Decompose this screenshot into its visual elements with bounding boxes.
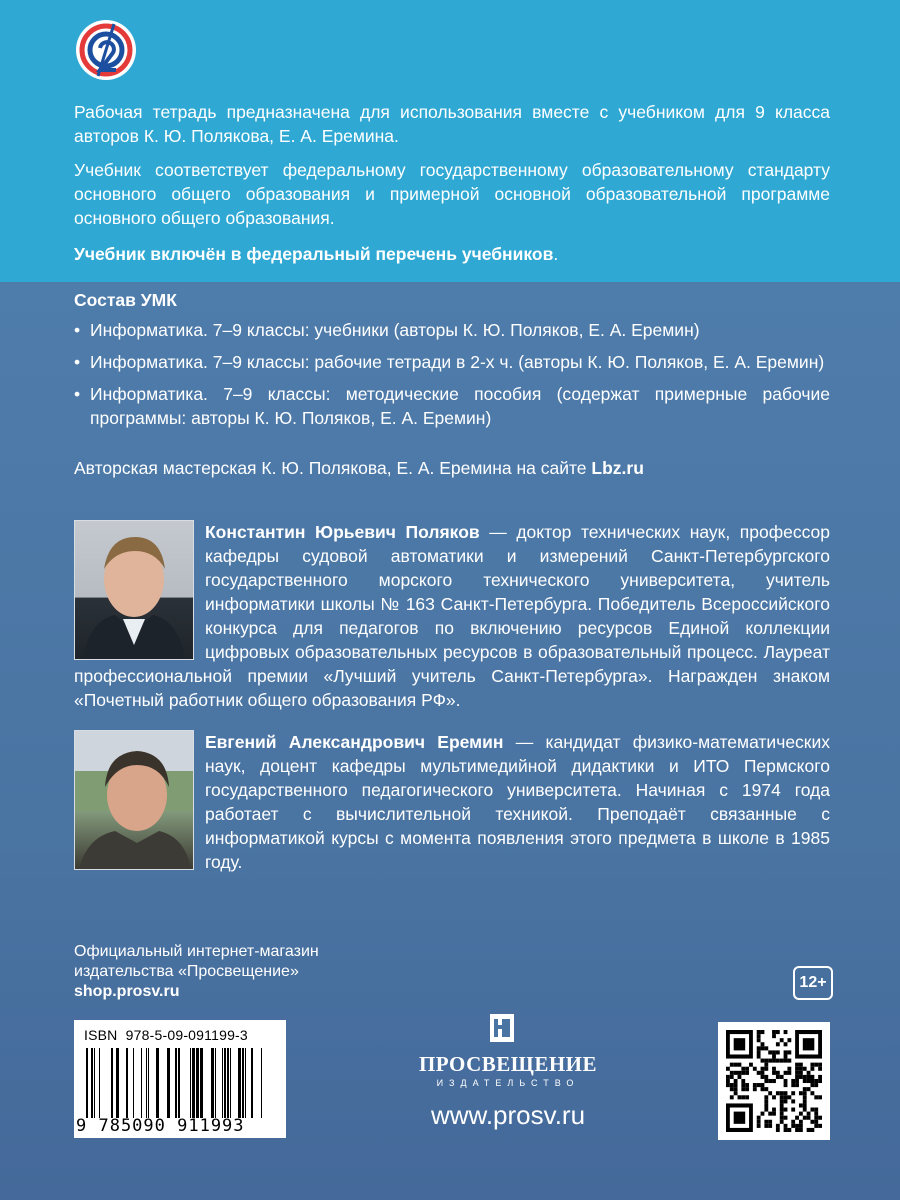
isbn-label: ISBN <box>84 1027 118 1043</box>
author-bio: — доктор технических наук, профессор кафедры судовой автоматики и измерений Санкт-Петербургского государственного морского технического университета, учитель информатики школы № 163 Санкт-Петербурга. Победитель Всероссийского конкурса для педагогов по включению ресурсов Единой коллекции цифровых образовательных ресурсов в образовательный процесс. Лауреат профессиональной премии «Лучший учитель Санкт-Петербурга». Награжден знаком «Почетный работник общего образования РФ». <box>74 522 830 710</box>
shop-line-1: Официальный интернет-магазин <box>74 943 319 960</box>
publisher-name: ПРОСВЕЩЕНИЕ <box>418 1052 598 1076</box>
list-item <box>74 350 830 374</box>
intro-paragraph-1: Рабочая тетрадь предназначена для использования вместе с учебником для 9 класса авторов К. Ю. Полякова, Е. А. Еремина. <box>74 102 830 146</box>
bullet: • <box>74 384 81 404</box>
list-item <box>74 382 830 430</box>
umk-title: Состав УМК <box>74 290 177 310</box>
ean-digits: 9 785090 911993 <box>76 1116 245 1136</box>
workshop-text: Авторская мастерская К. Ю. Полякова, Е. А. Еремина на сайте <box>74 458 592 478</box>
federal-list-period: . <box>553 244 559 264</box>
umk-list <box>74 318 830 438</box>
age-rating-badge: 12+ <box>793 966 833 1000</box>
umk-item-text: Информатика. 7–9 классы: методические пособия (содержат примерные рабочие программы: авторы К. Ю. Поляков, Е. А. Еремин) <box>90 384 830 428</box>
bio-eremin <box>74 730 830 874</box>
series-logo-icon <box>74 18 138 86</box>
intro-paragraph-2: Учебник соответствует федеральному государственному образовательному стандарту основного общего образования и примерной основной образовательной программе основного общего образования. <box>74 160 830 228</box>
isbn-line <box>84 1027 248 1043</box>
author-name: Евгений Александрович Еремин <box>205 732 504 752</box>
umk-item-text: Информатика. 7–9 классы: учебники (авторы К. Ю. Поляков, Е. А. Еремин) <box>90 320 700 340</box>
shop-line-2: издательства «Просвещение» <box>74 963 299 980</box>
bullet: • <box>74 320 81 340</box>
bullet: • <box>74 352 81 372</box>
author-workshop <box>74 456 830 480</box>
author-name: Константин Юрьевич Поляков <box>205 522 480 542</box>
qr-code[interactable] <box>718 1022 830 1140</box>
federal-list-note <box>74 242 830 266</box>
barcode-bars <box>86 1048 278 1118</box>
publisher-url-link[interactable]: www.prosv.ru <box>430 1100 586 1130</box>
shop-url-link[interactable]: shop.prosv.ru <box>74 983 180 1000</box>
bio-polyakov <box>74 520 830 712</box>
online-shop-info <box>74 942 319 1002</box>
author-bio: — кандидат физико-математических наук, доцент кафедры мультимедийной дидактики и ИТО Пермского государственного педагогического университета. Начиная с 1974 года работает с вычислительной техникой. Преподаёт связанные с информатикой курсы с момента появления этого предмета в школе в 1985 году. <box>205 732 830 872</box>
qr-code-icon <box>726 1030 822 1132</box>
publisher-subtitle: ИЗДАТЕЛЬСТВО <box>436 1078 580 1088</box>
isbn-number: 978-5-09-091199-3 <box>125 1027 248 1043</box>
isbn-barcode <box>74 1020 286 1138</box>
federal-list-text: Учебник включён в федеральный перечень учебников <box>74 244 554 264</box>
umk-item-text: Информатика. 7–9 классы: рабочие тетради в 2-х ч. (авторы К. Ю. Поляков, Е. А. Еремин) <box>90 352 825 372</box>
list-item <box>74 318 830 342</box>
workshop-site-link[interactable]: Lbz.ru <box>591 458 644 478</box>
